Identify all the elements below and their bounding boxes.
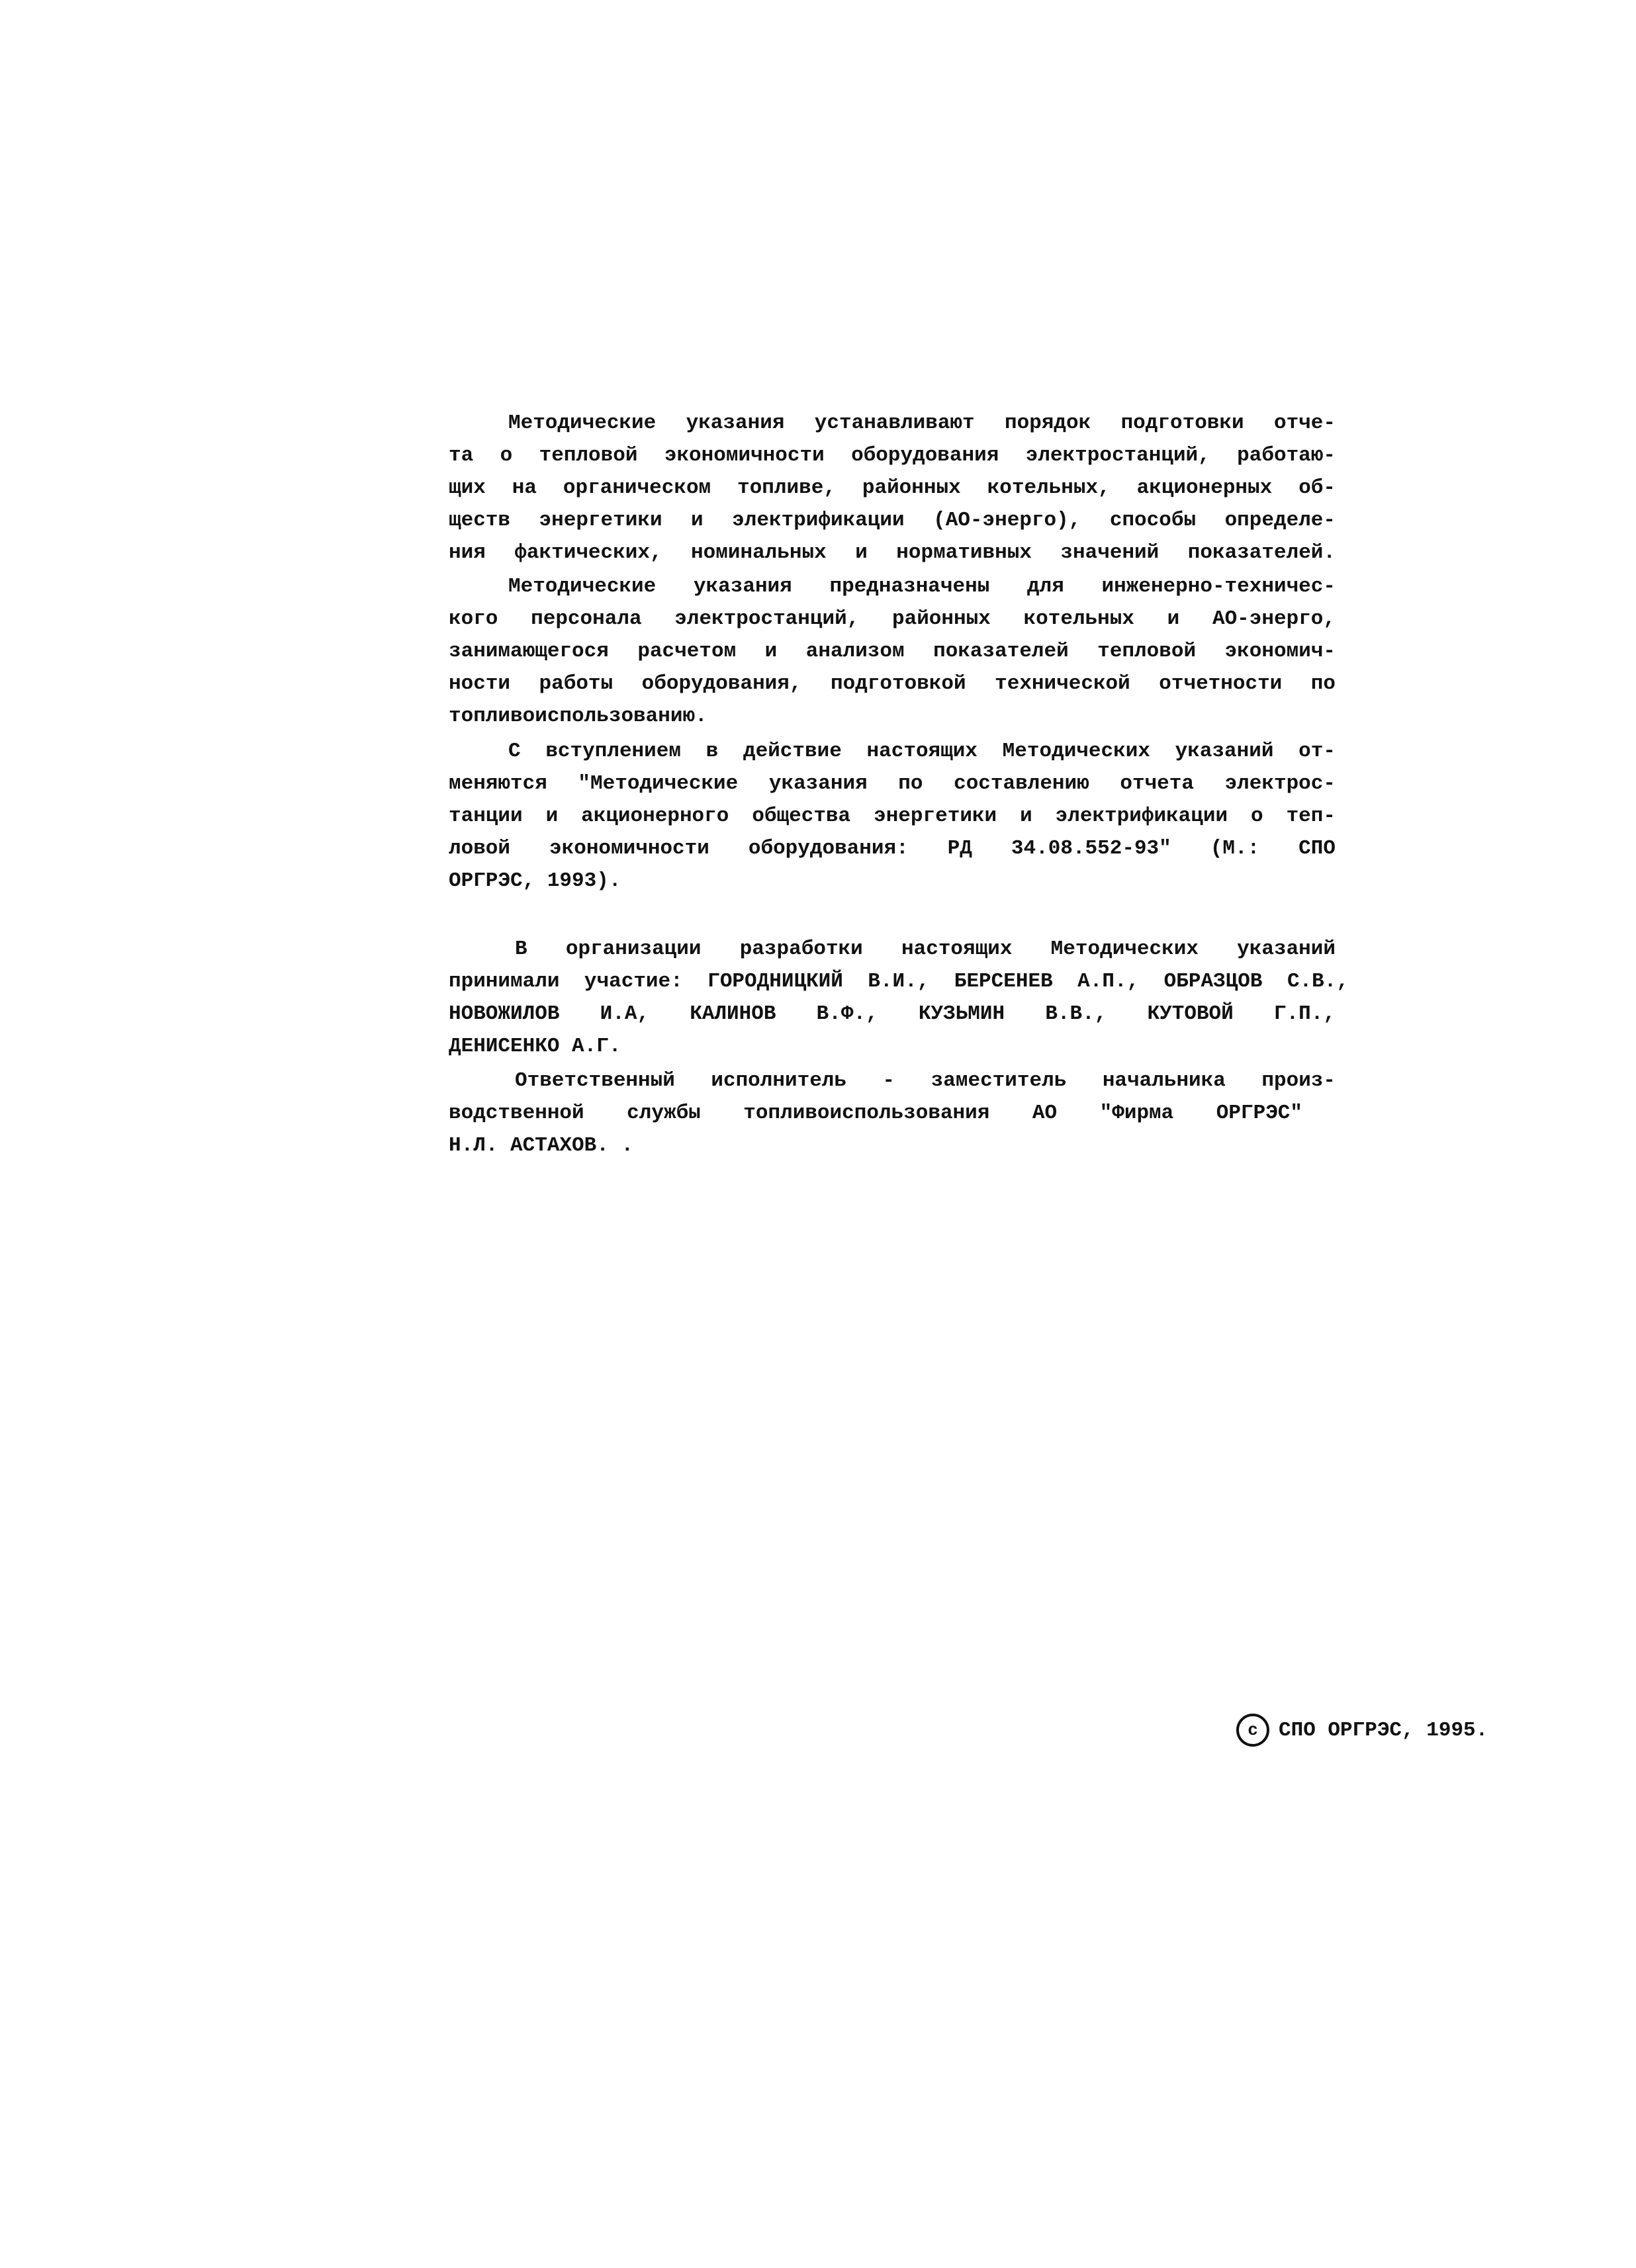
paragraph-4-line-4: ДЕНИСЕНКО А.Г. [449,1035,621,1058]
paragraph-1-line-2: та о тепловой экономичности оборудования электростанций, работаю- [449,444,1336,467]
copyright-notice [1236,1710,1488,1750]
paragraph-3-line-5: ОРГРЭС, 1993). [449,869,621,893]
paragraph-1-line-5: ния фактических, номинальных и нормативных значений показателей. [449,541,1336,564]
paragraph-4-line-3: НОВОЖИЛОВ И.А, КАЛИНОВ В.Ф., КУЗЬМИН В.В., КУТОВОЙ Г.П., [449,1002,1336,1025]
paragraph-2-line-4: ности работы оборудования, подготовкой технической отчетности по [449,672,1336,695]
paragraph-3-line-4: ловой экономичности оборудования: РД 34.08.552-93" (М.: СПО [449,837,1336,860]
paragraph-3-line-3: танции и акционерного общества энергетики и электрификации о теп- [449,805,1336,828]
paragraph-3-line-2: меняются "Методические указания по составлению отчета электрос- [449,772,1336,795]
paragraph-4-line-1: В организации разработки настоящих Методических указаний [515,938,1336,961]
copyright-text: СПО ОРГРЭС, 1995. [1279,1718,1488,1742]
paragraph-1-line-4: ществ энергетики и электрификации (АО-энерго), способы определе- [449,509,1336,532]
paragraph-5-line-2: водственной службы топливоиспользования АО "Фирма ОРГРЭС" [449,1102,1302,1125]
paragraph-2-line-5: топливоиспользованию. [449,705,707,728]
paragraph-2-line-2: кого персонала электростанций, районных котельных и АО-энерго, [449,607,1336,631]
paragraph-2-line-3: занимающегося расчетом и анализом показателей тепловой экономич- [449,640,1336,663]
paragraph-2-line-1: Методические указания предназначены для инженерно-техничес- [508,575,1336,598]
paragraph-1-line-1: Методические указания устанавливают порядок подготовки отче- [508,412,1336,435]
copyright-icon: c [1236,1714,1269,1747]
paragraph-5-line-3: Н.Л. АСТАХОВ. . [449,1134,634,1157]
paragraph-3-line-1: С вступлением в действие настоящих Методических указаний от- [508,740,1336,763]
paragraph-5-line-1: Ответственный исполнитель - заместитель начальника произ- [515,1069,1336,1092]
paragraph-1-line-3: щих на органическом топливе, районных котельных, акционерных об- [449,476,1336,500]
paragraph-4-line-2: принимали участие: ГОРОДНИЦКИЙ В.И., БЕРСЕНЕВ А.П., ОБРАЗЦОВ С.В., [449,970,1349,993]
